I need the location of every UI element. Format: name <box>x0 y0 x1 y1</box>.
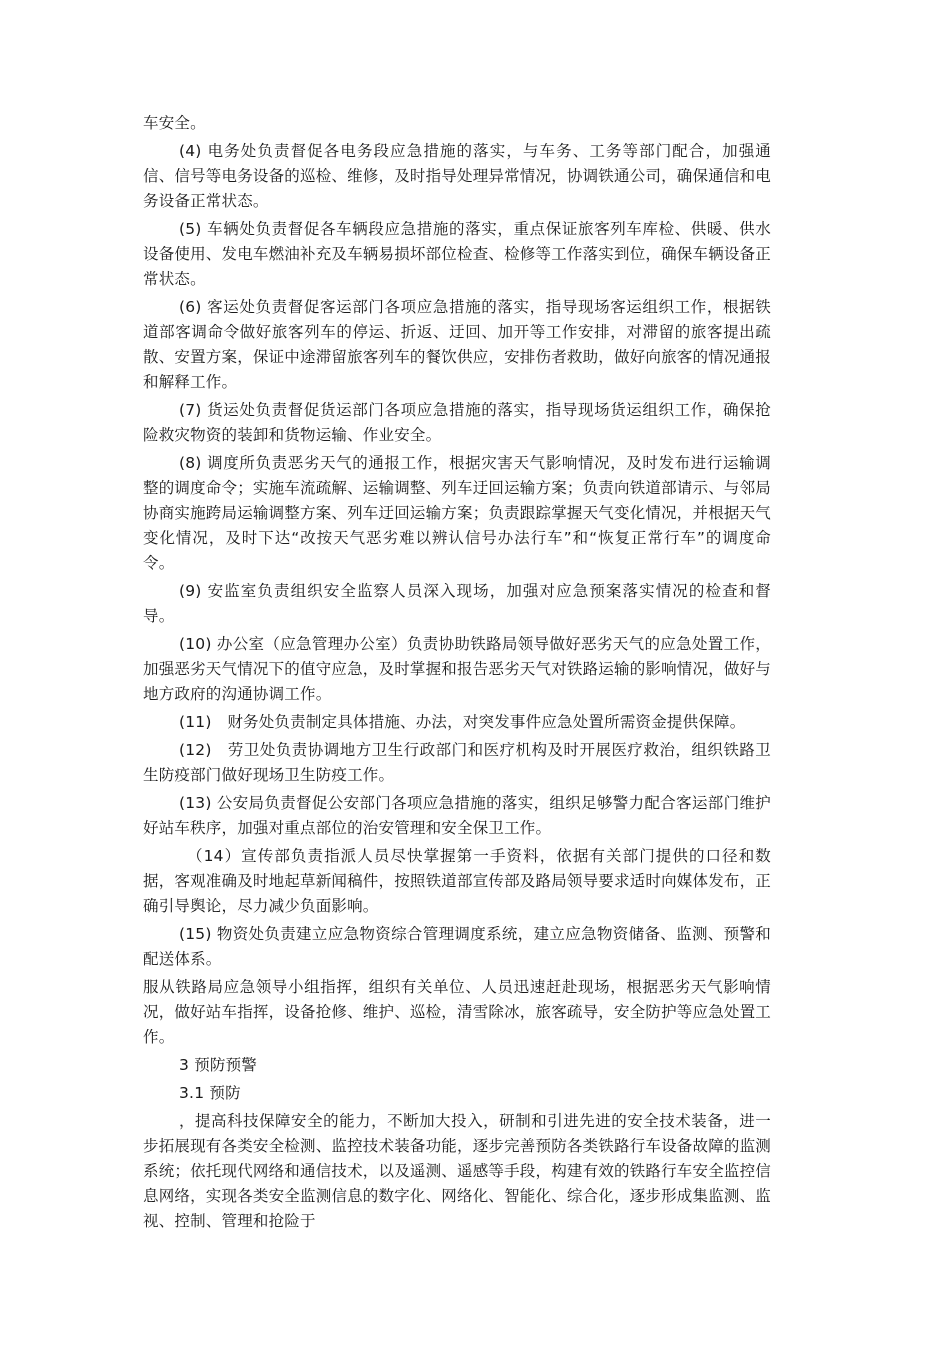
paragraph-item-10: (10) 办公室（应急管理办公室）负责协助铁路局领导做好恶劣天气的应急处置工作，加强恶劣天气情况下的值守应急，及时掌握和报告恶劣天气对铁路运输的影响情况，做好与地方政府的沟通协调工作。 <box>143 635 772 703</box>
section-heading: 3 预防预警 <box>179 1056 257 1074</box>
paragraph-item-4: (4) 电务处负责督促各电务段应急措施的落实，与车务、工务等部门配合，加强通信、信号等电务设备的巡检、维修，及时指导处理异常情况，协调铁通公司，确保通信和电务设备正常状态。 <box>143 142 772 210</box>
paragraph-continuation: 车安全。 <box>143 114 206 132</box>
paragraph-item-14: （14）宣传部负责指派人员尽快掌握第一手资料，依据有关部门提供的口径和数据，客观准确及时地起草新闻稿件，按照铁道部宣传部及路局领导要求适时向媒体发布，正确引导舆论，尽力减少负面影响。 <box>143 847 772 915</box>
paragraph-item-8: (8) 调度所负责恶劣天气的通报工作，根据灾害天气影响情况，及时发布进行运输调整的调度命令；实施车流疏解、运输调整、列车迂回运输方案；负责向铁道部请示、与邻局协商实施跨局运输调整方案、列车迂回运输方案；负责跟踪掌握天气变化情况，并根据天气变化情况，及时下达“改按天气恶劣难以辨认信号办法行车”和“恢复正常行车”的调度命令。 <box>143 454 772 572</box>
paragraph-item-12: (12) 劳卫处负责协调地方卫生行政部门和医疗机构及时开展医疗救治，组织铁路卫生防疫部门做好现场卫生防疫工作。 <box>143 741 771 784</box>
paragraph-prevention: ，提高科技保障安全的能力，不断加大投入，研制和引进先进的安全技术装备，进一步拓展现有各类安全检测、监控技术装备功能，逐步完善预防各类铁路行车设备故障的监测系统；依托现代网络和通信技术，以及遥测、遥感等手段，构建有效的铁路行车安全监控信息网络，实现各类安全监测信息的数字化、网络化、智能化、综合化，逐步形成集监测、监视、控制、管理和抢险于 <box>143 1112 772 1230</box>
subsection-heading: 3.1 预防 <box>179 1084 241 1102</box>
paragraph-item-6: (6) 客运处负责督促客运部门各项应急措施的落实，指导现场客运组织工作，根据铁道部客调命令做好旅客列车的停运、折返、迂回、加开等工作安排，对滞留的旅客提出疏散、安置方案，保证中途滞留旅客列车的餐饮供应，安排伤者救助，做好向旅客的情况通报和解释工作。 <box>143 298 772 391</box>
paragraph-item-5: (5) 车辆处负责督促各车辆段应急措施的落实，重点保证旅客列车库检、供暖、供水设备使用、发电车燃油补充及车辆易损坏部位检查、检修等工作落实到位，确保车辆设备正常状态。 <box>143 220 772 288</box>
paragraph-item-11: (11) 财务处负责制定具体措施、办法，对突发事件应急处置所需资金提供保障。 <box>179 713 746 731</box>
paragraph-item-15: (15) 物资处负责建立应急物资综合管理调度系统，建立应急物资储备、监测、预警和配送体系。 <box>143 925 771 968</box>
paragraph-item-9: (9) 安监室负责组织安全监察人员深入现场，加强对应急预案落实情况的检查和督导。 <box>143 582 771 625</box>
paragraph-item-13: (13) 公安局负责督促公安部门各项应急措施的落实，组织足够警力配合客运部门维护好站车秩序，加强对重点部位的治安管理和安全保卫工作。 <box>143 794 771 837</box>
paragraph-item-7: (7) 货运处负责督促货运部门各项应急措施的落实，指导现场货运组织工作，确保抢险救灾物资的装卸和货物运输、作业安全。 <box>143 401 771 444</box>
paragraph-command: 服从铁路局应急领导小组指挥，组织有关单位、人员迅速赶赴现场，根据恶劣天气影响情况，做好站车指挥，设备抢修、维护、巡检，清雪除冰，旅客疏导，安全防护等应急处置工作。 <box>143 978 772 1046</box>
document-body <box>143 111 771 1237</box>
